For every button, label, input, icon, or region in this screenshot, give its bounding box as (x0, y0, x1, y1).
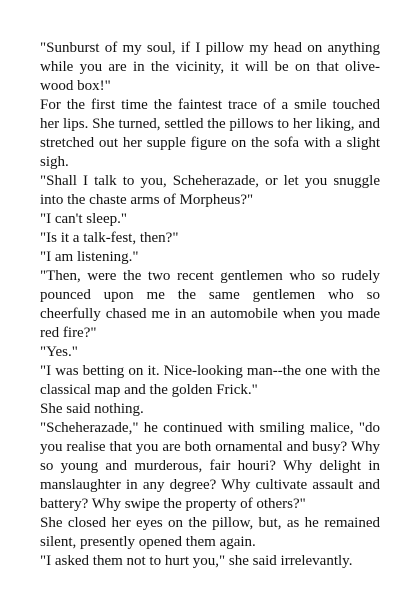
paragraph: "I can't sleep." (40, 211, 127, 227)
paragraph: "Yes." (40, 344, 78, 360)
paragraph: "Is it a talk-fest, then?" (40, 230, 179, 246)
paragraph: She closed her eyes on the pillow, but, as he remained silent, presently opened them again. (40, 515, 380, 550)
paragraph: "I asked them not to hurt you," she said irrelevantly. (40, 553, 353, 569)
paragraph: "Shall I talk to you, Scheherazade, or let you snuggle into the chaste arms of Morpheus?" (40, 173, 380, 208)
paragraph: "Sunburst of my soul, if I pillow my head on anything while you are in the vicinity, it will be on that olive-wood box!" (40, 40, 380, 94)
paragraph: She said nothing. (40, 401, 144, 417)
paragraph: "Scheherazade," he continued with smiling malice, "do you realise that you are both ornamental and busy? Why so young and murderous, fair houri? Why delight in manslaughter in any degree? Why cultivate assault and battery? Why swipe the property of others?" (40, 420, 380, 512)
paragraph: "I am listening." (40, 249, 139, 265)
page-body (40, 39, 380, 571)
paragraph: For the first time the faintest trace of a smile touched her lips. She turned, settled the pillows to her liking, and stretched out her supple figure on the sofa with a slight sigh. (40, 97, 380, 170)
paragraph: "Then, were the two recent gentlemen who so rudely pounced upon me the same gentlemen who so cheerfully chased me in an automobile when you made red fire?" (40, 268, 380, 341)
paragraph: "I was betting on it. Nice-looking man--the one with the classical map and the golden Frick." (40, 363, 380, 398)
